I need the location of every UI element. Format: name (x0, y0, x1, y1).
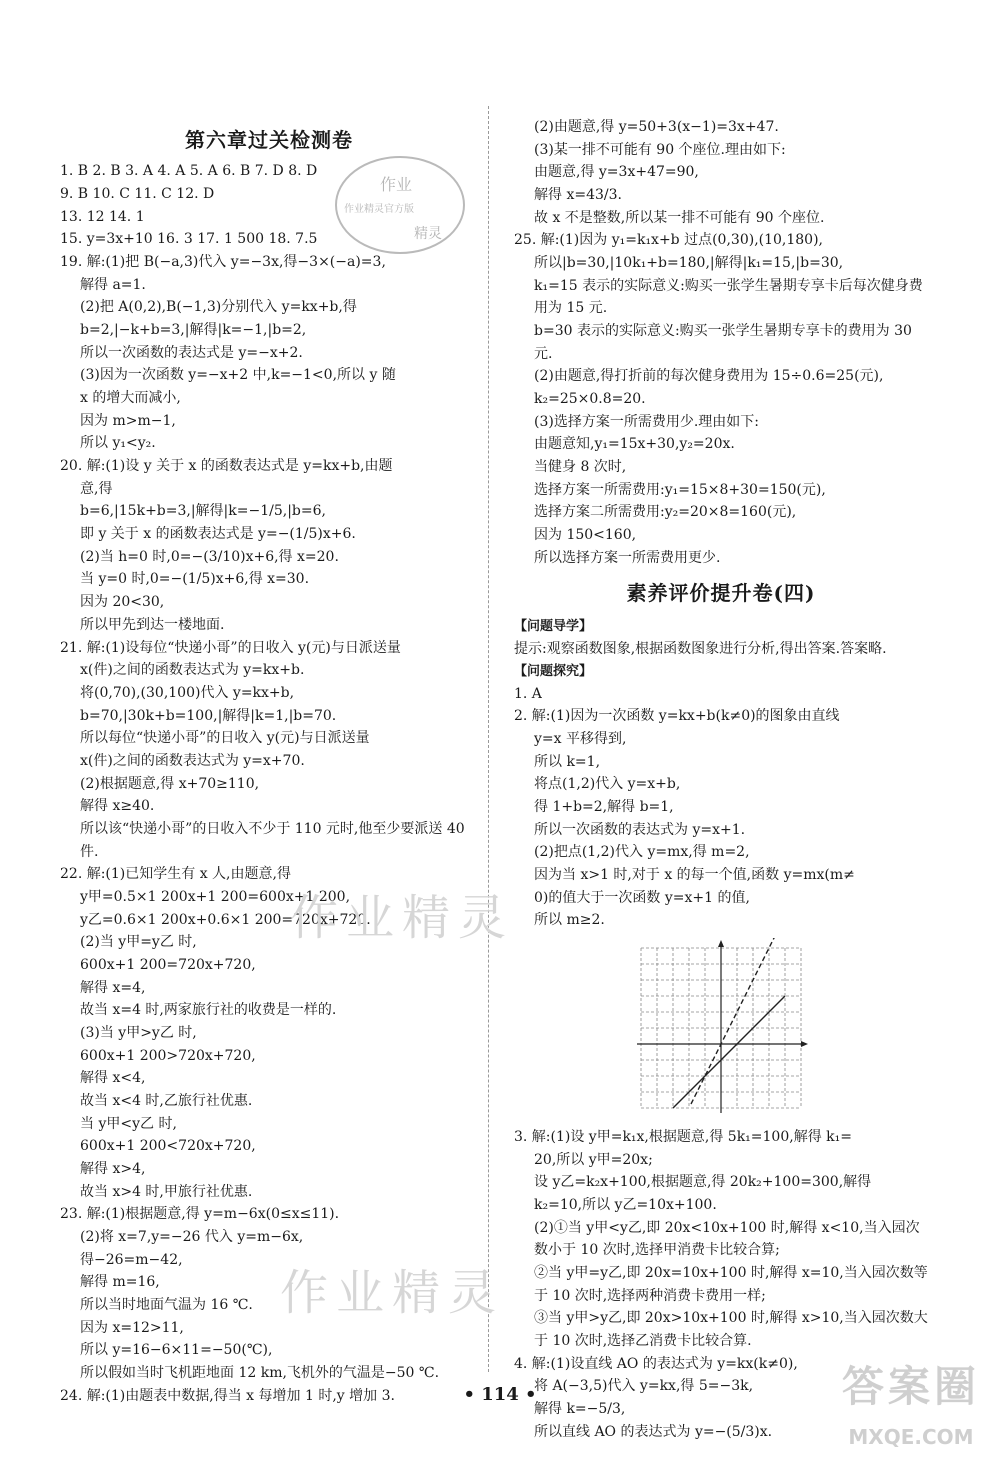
y-axis-arrow (718, 940, 724, 947)
answer-line: 4. 解:(1)设直线 AO 的表达式为 y=kx(k≠0), (514, 1355, 798, 1372)
answer-line: k₁=15 表示的实际意义:购买一张学生暑期专享卡后每次健身费用为 15 元. (534, 277, 923, 317)
answer-line: 解得 m=16, (80, 1274, 160, 1291)
answer-line: (2)把点(1,2)代入 y=mx,得 m=2, (534, 844, 750, 861)
line-y-mx (691, 938, 777, 1104)
answer-line: 解得 x≥40. (80, 798, 155, 815)
answer-line: 由题意知,y₁=15x+30,y₂=20x. (534, 436, 735, 453)
section-title: 素养评价提升卷(四) (626, 581, 816, 606)
answer-line: k₂=10,所以 y乙=10x+100. (534, 1196, 717, 1213)
guide-tag: 【问题导学】 (514, 618, 593, 634)
answer-line: (2)根据题意,得 x+70≥110, (80, 775, 260, 792)
answer-line: 15. y=3x+10 16. 3 17. 1 500 18. 7.5 (60, 231, 318, 248)
answer-line: 1. B 2. B 3. A 4. A 5. A 6. B 7. D 8. D (60, 163, 318, 180)
text-watermark: 作业精灵 (280, 1265, 505, 1321)
answer-line: (2)当 y甲=y乙 时, (80, 934, 197, 951)
answer-line: 解得 a=1. (80, 276, 146, 293)
answer-line: (2)把 A(0,2),B(−1,3)分别代入 y=kx+b,得 (80, 299, 357, 316)
left-column (60, 116, 478, 1407)
answer-line: 当健身 8 次时, (534, 459, 627, 476)
svg-text:作业: 作业 (380, 175, 413, 194)
answer-line: 即 y 关于 x 的函数表达式是 y=−(1/5)x+6. (80, 526, 356, 543)
answer-line: 故当 x=4 时,两家旅行社的收费是一样的. (80, 1002, 337, 1019)
answer-line: 22. 解:(1)已知学生有 x 人,由题意,得 (60, 866, 291, 883)
function-graph (631, 938, 811, 1118)
answer-line: 由题意,得 y=3x+47=90, (534, 164, 699, 181)
answer-line: 所以甲先到达一楼地面. (80, 616, 225, 633)
answer-line: 24. 解:(1)由题表中数据,得当 x 每增加 1 时,y 增加 3. (60, 1387, 395, 1404)
site-logo-watermark: 答案圈 MXQE.COM (841, 1361, 980, 1449)
answer-line: 因为当 x>1 时,对于 x 的每一个值,函数 y=mx(m≠ (534, 866, 855, 883)
chapter-title: 第六章过关检测卷 (185, 128, 353, 152)
answer-line: (2)将 x=7,y=−26 代入 y=m−6x, (80, 1228, 304, 1245)
column-divider (488, 106, 489, 1372)
answer-line: 3. 解:(1)设 y甲=k₁x,根据题意,得 5k₁=100,解得 k₁= (514, 1128, 852, 1145)
answer-line: 23. 解:(1)根据题意,得 y=m−6x(0≤x≤11). (60, 1206, 340, 1223)
answer-line: 因为 20<30, (80, 594, 165, 611)
answer-line: k₂=25×0.8=20. (534, 391, 646, 408)
line-y-x-plus-1 (673, 996, 785, 1108)
answer-line: (3)因为一次函数 y=−x+2 中,k=−1<0,所以 y 随 (80, 367, 396, 384)
answer-line: 所以该“快递小哥”的日收入不少于 110 元时,他至少要派送 40 件. (80, 820, 465, 860)
answer-line: 得−26=m−42, (80, 1251, 183, 1268)
answer-line: 600x+1 200=720x+720, (80, 956, 256, 973)
answer-line: 所以选择方案一所需费用更少. (534, 549, 721, 566)
answer-line: 所以假如当时飞机距地面 12 km,飞机外的气温是−50 ℃. (80, 1365, 440, 1381)
answer-line: (3)选择方案一所需费用少.理由如下: (534, 413, 759, 430)
answer-line: 故当 x>4 时,甲旅行社优惠. (80, 1183, 253, 1200)
answer-line: ②当 y甲=y乙,即 20x=10x+100 时,解得 x=10,当入园次数等于 10 次时,选择两种消费卡费用一样; (534, 1264, 928, 1304)
equation-system: b=6,|15k+b=3,|解得|k=−1/5,|b=6, (80, 503, 326, 520)
answer-line: (3)某一排不可能有 90 个座位.理由如下: (534, 141, 786, 158)
answer-line: 21. 解:(1)设每位“快递小哥”的日收入 y(元)与日派送量 (60, 639, 401, 656)
svg-text:作业精灵官方版: 作业精灵官方版 (344, 204, 414, 215)
answer-line: 故 x 不是整数,所以某一排不可能有 90 个座位. (534, 209, 825, 226)
answer-line: (3)当 y甲>y乙 时, (80, 1024, 197, 1041)
answer-line: (2)由题意,得打折前的每次健身费用为 15÷0.6=25(元), (534, 368, 884, 385)
explore-tag: 【问题探究】 (514, 663, 593, 679)
answer-line: b=30 表示的实际意义:购买一张学生暑期专享卡的费用为 30 元. (534, 323, 912, 362)
answer-line: 9. B 10. C 11. C 12. D (60, 186, 215, 203)
answer-line: 将(0,70),(30,100)代入 y=kx+b, (80, 684, 295, 701)
answer-line: 1. A (514, 685, 542, 702)
answer-line: 600x+1 200>720x+720, (80, 1047, 256, 1064)
answer-line: 0)的值大于一次函数 y=x+1 的值, (534, 889, 750, 906)
answer-line: 所以一次函数的表达式为 y=x+1. (534, 821, 746, 838)
answer-line: 选择方案二所需费用:y₂=20×8=160(元), (534, 504, 797, 521)
answer-line: 13. 12 14. 1 (60, 208, 145, 225)
answer-line: x(件)之间的函数表达式为 y=x+70. (80, 752, 305, 769)
answer-line: 所以 y=16−6×11=−50(℃), (80, 1342, 273, 1359)
guide-text: 提示:观察函数图象,根据函数图象进行分析,得出答案.答案略. (514, 640, 887, 657)
svg-text:精灵: 精灵 (414, 226, 442, 242)
answer-line: x 的增大而减小, (80, 390, 181, 407)
answer-line: 20. 解:(1)设 y 关于 x 的函数表达式是 y=kx+b,由题 (60, 458, 393, 475)
answer-line: 解得 x>4, (80, 1160, 146, 1177)
answer-line: 所以一次函数的表达式是 y=−x+2. (80, 344, 303, 361)
text-watermark: 作业精灵 (290, 890, 515, 946)
answer-line: (2)当 h=0 时,0=−(3/10)x+6,得 x=20. (80, 548, 339, 565)
equation-system: b=2,|−k+b=3,|解得|k=−1,|b=2, (80, 322, 307, 339)
answer-line: 当 y甲<y乙 时, (80, 1115, 177, 1132)
answer-line: 解得 k=−5/3, (534, 1400, 626, 1417)
answer-line: y=x 平移得到, (534, 730, 627, 747)
answer-line: 所以 y₁<y₂. (80, 435, 156, 452)
answer-line: 选择方案一所需费用:y₁=15×8+30=150(元), (534, 481, 826, 498)
answer-line: 因为 150<160, (534, 527, 637, 544)
answer-line: (2)①当 y甲<y乙,即 20x<10x+100 时,解得 x<10,当入园次数小于 10 次时,选择甲消费卡比较合算; (534, 1219, 920, 1259)
answer-line: x(件)之间的函数表达式为 y=kx+b. (80, 662, 305, 679)
answer-line: 当 y=0 时,0=−(1/5)x+6,得 x=30. (80, 571, 310, 588)
answer-line: ③当 y甲>y乙,即 20x>10x+100 时,解得 x>10,当入园次数大于 10 次时,选择乙消费卡比较合算. (534, 1310, 928, 1349)
answer-line: y甲=0.5×1 200x+1 200=600x+1 200, (80, 888, 351, 905)
answer-line: 将点(1,2)代入 y=x+b, (534, 776, 681, 793)
answer-line: 得 1+b=2,解得 b=1, (534, 798, 674, 815)
equation-system: 所以|b=30,|10k₁+b=180,|解得|k₁=15,|b=30, (534, 255, 844, 272)
answer-line: y乙=0.6×1 200x+0.6×1 200=720x+720. (80, 911, 371, 928)
right-column (514, 116, 928, 1443)
answer-line: (2)由题意,得 y=50+3(x−1)=3x+47. (534, 119, 779, 135)
answer-line: 20,所以 y甲=20x; (534, 1151, 653, 1168)
answer-line: 所以 k=1, (534, 753, 601, 770)
equation-system: b=70,|30k+b=100,|解得|k=1,|b=70. (80, 707, 337, 724)
answer-line: 2. 解:(1)因为一次函数 y=kx+b(k≠0)的图象由直线 (514, 708, 840, 725)
answer-line: 所以当时地面气温为 16 ℃. (80, 1296, 253, 1313)
answer-line: 因为 m>m−1, (80, 412, 176, 429)
x-axis-arrow (801, 1041, 808, 1047)
page-number: • 114 • (463, 1384, 537, 1405)
answer-line: 意,得 (80, 480, 113, 497)
answer-line: 设 y乙=k₂x+100,根据题意,得 20k₂+100=300,解得 (534, 1174, 872, 1191)
answer-line: 所以每位“快递小哥”的日收入 y(元)与日派送量 (80, 730, 370, 747)
answer-line: 解得 x=4, (80, 979, 146, 996)
answer-line: 600x+1 200<720x+720, (80, 1138, 256, 1155)
answer-line: 所以 m≥2. (534, 912, 605, 929)
answer-line: 解得 x<4, (80, 1070, 146, 1087)
answer-line: 故当 x<4 时,乙旅行社优惠. (80, 1092, 253, 1109)
answer-line: 19. 解:(1)把 B(−a,3)代入 y=−3x,得−3×(−a)=3, (60, 254, 386, 271)
answer-line: 解得 x=43/3. (534, 187, 622, 204)
answer-line: 25. 解:(1)因为 y₁=k₁x+b 过点(0,30),(10,180), (514, 232, 824, 249)
answer-line: 所以直线 AO 的表达式为 y=−(5/3)x. (534, 1423, 773, 1440)
answer-line: 因为 x=12>11, (80, 1319, 184, 1336)
answer-line: 将 A(−3,5)代入 y=kx,得 5=−3k, (534, 1378, 754, 1395)
